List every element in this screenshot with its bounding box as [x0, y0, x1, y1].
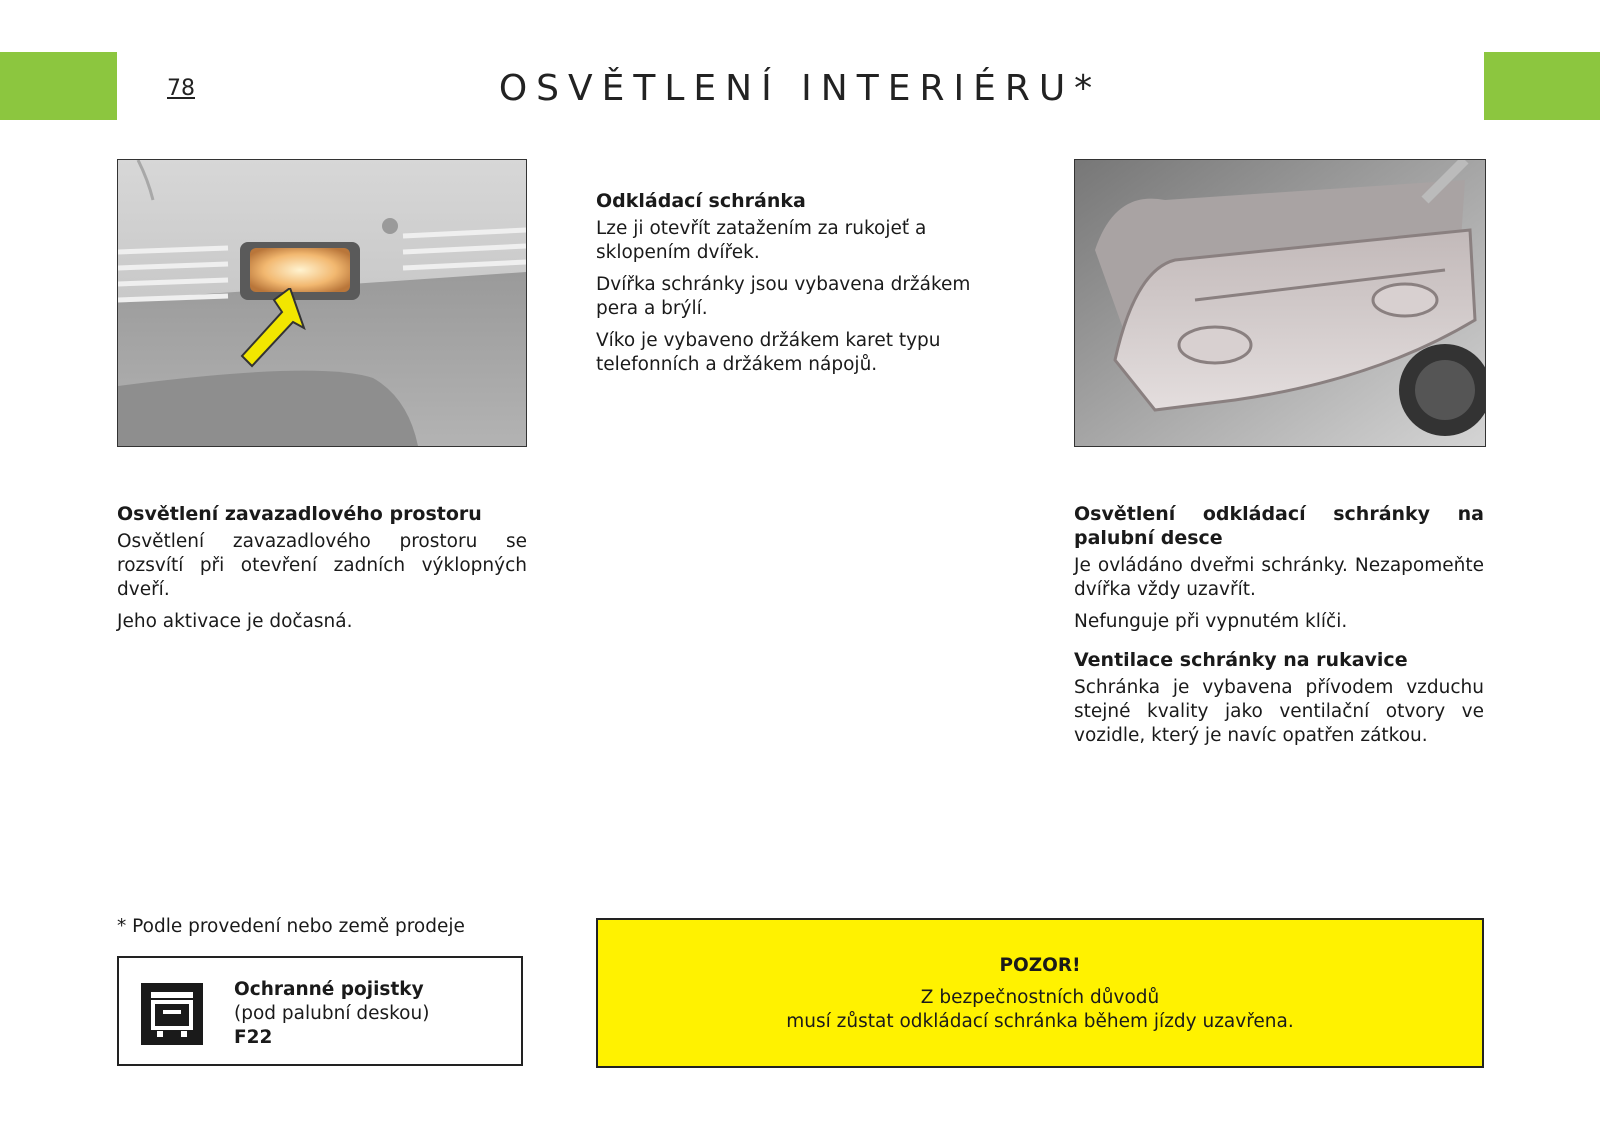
paragraph: Schránka je vybavena přívodem vzduchu stejné kvality jako ventilační otvory ve vozidle, který je navíc opatřen zátkou.: [1074, 677, 1484, 746]
warning-line: musí zůstat odkládací schránka během jízdy uzavřena.: [786, 1011, 1294, 1032]
paragraph: Nefunguje při vypnutém klíči.: [1074, 611, 1348, 632]
page-number: 78: [167, 76, 195, 101]
paragraph: Osvětlení zavazadlového prostoru se rozsvítí při otevření zadních výklopných dveří.: [117, 531, 527, 600]
page-title: OSVĚTLENÍ INTERIÉRU*: [498, 68, 1102, 109]
footnote: * Podle provedení nebo země prodeje: [117, 916, 465, 937]
section-heading: Ventilace schránky na rukavice: [1074, 649, 1408, 671]
section-heading: Osvětlení zavazadlového prostoru: [117, 503, 482, 525]
section-heading: Odkládací schránka: [596, 190, 806, 212]
luggage-lighting-section: [117, 502, 527, 642]
warning-line: Z bezpečnostních důvodů: [920, 987, 1160, 1008]
warning-title: POZOR!: [999, 955, 1081, 976]
paragraph: Jeho aktivace je dočasná.: [117, 611, 353, 632]
warning-box: [596, 918, 1484, 1068]
fuse-box-icon: [141, 983, 203, 1045]
fuse-title: Ochranné pojistky: [234, 979, 424, 1000]
glove-box-section: [596, 189, 1008, 385]
paragraph: Lze ji otevřít zatažením za rukojeť a sklopením dvířek.: [596, 218, 927, 263]
arrow-icon: [238, 288, 308, 368]
paragraph: Víko je vybaveno držákem karet typu telefonních a držákem nápojů.: [596, 330, 941, 375]
section-heading: Osvětlení odkládací schránky na palubní desce: [1074, 503, 1484, 549]
luggage-lamp-photo: [117, 159, 527, 447]
fuse-code: F22: [234, 1027, 273, 1048]
glove-box-photo: [1074, 159, 1486, 447]
fuse-subtitle: (pod palubní deskou): [234, 1003, 430, 1024]
glove-box-lighting-section: [1074, 502, 1484, 756]
fuse-info-box: [117, 956, 523, 1066]
paragraph: Dvířka schránky jsou vybavena držákem pera a brýlí.: [596, 274, 971, 319]
paragraph: Je ovládáno dveřmi schránky. Nezapomeňte dvířka vždy uzavřít.: [1074, 555, 1484, 600]
